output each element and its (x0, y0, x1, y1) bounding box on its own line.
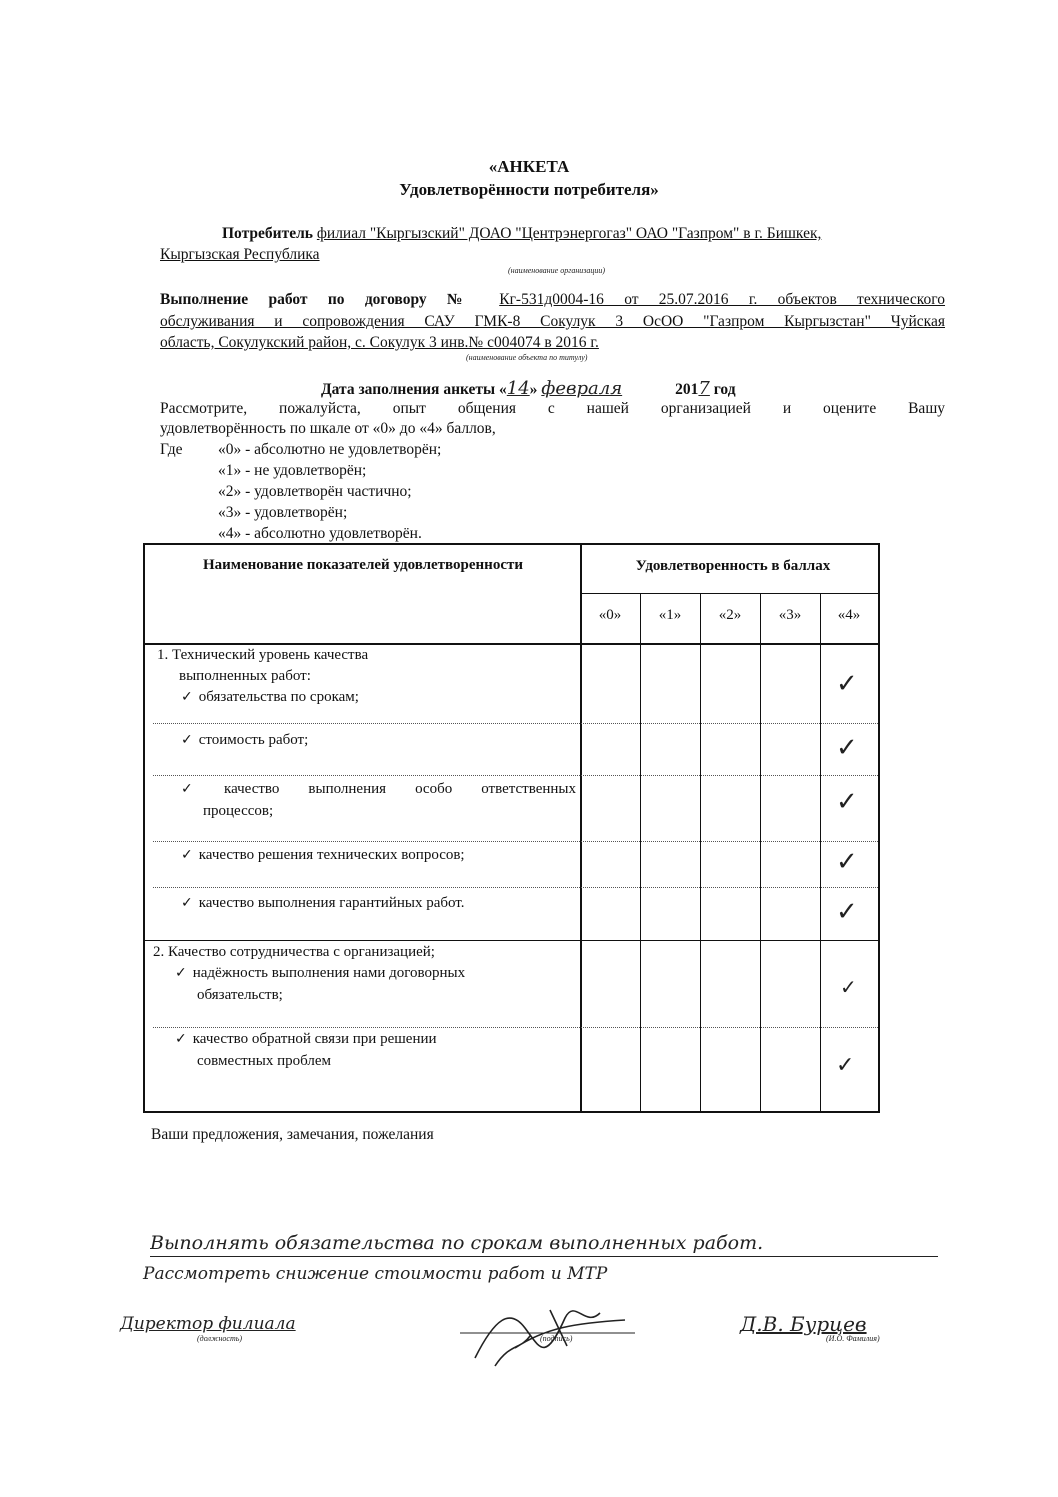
score-mark-s2-1: ✓ (836, 1053, 855, 1078)
item-text: надёжность выполнения нами договорных (192, 965, 466, 981)
consumer-caption: (наименование организации) (508, 266, 606, 275)
section1-item-0 (181, 687, 359, 708)
item-text: качество обратной связи при решении (192, 1031, 437, 1047)
works-line2: обслуживания и сопровождения САУ ГМК-8 Сокулук 3 ОсОО "Газпром Кыргызстан" Чуйская (160, 313, 945, 330)
consumer-value-cont: Кыргызская Республика (160, 246, 320, 263)
suggestions-handwritten-2: Рассмотреть снижение стоимости работ и МТР (143, 1264, 608, 1284)
suggestions-label: Ваши предложения, замечания, пожелания (151, 1126, 434, 1143)
item-text: качество решения технических вопросов; (198, 847, 465, 863)
scale-item-3: «3» - удовлетворён; (218, 504, 348, 521)
section1-item-4 (181, 893, 464, 914)
row-divider (153, 1027, 878, 1028)
scale-item-0: «0» - абсолютно не удовлетворён; (218, 441, 442, 458)
doc-title: «АНКЕТА (488, 157, 570, 176)
date-suffix: год (713, 381, 736, 398)
works-label: Выполнение работ по договору № (160, 291, 479, 308)
signature-caption: (подпись) (540, 1334, 573, 1343)
position-caption: (должность) (197, 1334, 243, 1343)
item-text: качество выполнения гарантийных работ. (198, 895, 465, 911)
score-mark-s1-3: ✓ (836, 847, 858, 877)
score-header-4: «4» (837, 607, 861, 623)
score-mark-s1-1: ✓ (836, 733, 858, 763)
doc-subtitle: Удовлетворённости потребителя» (399, 180, 659, 199)
item-text: стоимость работ; (198, 732, 309, 748)
instructions-where: Где (160, 441, 183, 458)
satisfaction-table (143, 543, 880, 1113)
score-header-3: «3» (778, 607, 802, 623)
section1-item-2 (181, 779, 576, 800)
score-header-1: «1» (658, 607, 682, 623)
section2-item-0 (175, 963, 465, 984)
score-mark-s1-2: ✓ (836, 787, 858, 817)
row-divider (153, 723, 878, 724)
consumer-label: Потребитель (222, 225, 313, 242)
item-text: качество выполнения особо ответственных (224, 781, 576, 797)
instructions-line1: Рассмотрите, пожалуйста, опыт общения с нашей организацией и оцените Вашу (160, 400, 945, 417)
instructions-line2: удовлетворённость по шкале от «0» до «4» баллов, (160, 420, 496, 437)
score-header-2: «2» (718, 607, 742, 623)
check-bullet-icon: ✓ (181, 847, 193, 863)
score-header-0: «0» (598, 607, 622, 623)
check-bullet-icon: ✓ (181, 689, 193, 705)
check-bullet-icon: ✓ (175, 965, 187, 981)
scale-item-1: «1» - не удовлетворён; (218, 462, 367, 479)
score-mark-s2-0: ✓ (840, 975, 857, 999)
section2-item-1 (175, 1029, 437, 1050)
check-bullet-icon: ✓ (175, 1031, 187, 1047)
section2-title: 2. Качество сотрудничества с организацией; (153, 944, 435, 960)
col-header-indicators: Наименование показателей удовлетворенности (202, 557, 523, 573)
section1-item-2-cont: процессов; (203, 803, 274, 819)
col-header-satisfaction: Удовлетворенность в баллах (635, 558, 831, 574)
works-line3: область, Сокулукский район, с. Сокулук 3 инв.№ с004074 в 2016 г. (160, 334, 599, 351)
suggestions-handwritten-1: Выполнять обязательства по срокам выполненных работ. (150, 1232, 938, 1257)
date-row: Дата заполнения анкеты «14» февраля 2017 год (321, 378, 736, 399)
section1-title2: выполненных работ: (179, 668, 311, 684)
date-label: Дата заполнения анкеты « (321, 381, 507, 398)
row-divider (153, 887, 878, 888)
name-caption: (И.О. Фамилия) (826, 1334, 880, 1343)
works-line1: Кг-531д0004-16 от 25.07.2016 г. объектов технического (499, 291, 946, 308)
works-row (160, 291, 945, 309)
score-mark-s1-0: ✓ (836, 669, 858, 699)
signature-image (455, 1288, 645, 1372)
item-text: обязательства по срокам; (198, 689, 359, 705)
position-value: Директор филиала (120, 1314, 296, 1334)
consumer-value: филиал "Кыргызский" ДОАО "Центрэнергогаз" ОАО "Газпром" в г. Бишкек, (316, 225, 822, 242)
scale-item-4: «4» - абсолютно удовлетворён. (218, 525, 422, 542)
row-divider (153, 775, 878, 776)
check-bullet-icon: ✓ (181, 895, 193, 911)
row-divider (153, 841, 878, 842)
date-day: 14 (506, 378, 530, 399)
score-mark-s1-4: ✓ (836, 897, 858, 927)
section1-item-3 (181, 845, 465, 866)
check-bullet-icon: ✓ (181, 781, 219, 797)
date-month: февраля (541, 378, 623, 399)
works-caption: (наименование объекта по титулу) (466, 353, 588, 362)
section2-item-0-cont: обязательств; (197, 987, 283, 1003)
section2-item-1-cont: совместных проблем (197, 1053, 331, 1069)
check-bullet-icon: ✓ (181, 732, 193, 748)
section1-title: 1. Технический уровень качества (157, 647, 369, 663)
consumer-row (222, 225, 821, 243)
date-year-prefix: 201 (675, 381, 699, 398)
scale-item-2: «2» - удовлетворён частично; (218, 483, 412, 500)
section1-item-1 (181, 730, 308, 751)
date-year-digit: 7 (698, 378, 710, 399)
name-value: Д.В. Бурцев (740, 1312, 867, 1336)
